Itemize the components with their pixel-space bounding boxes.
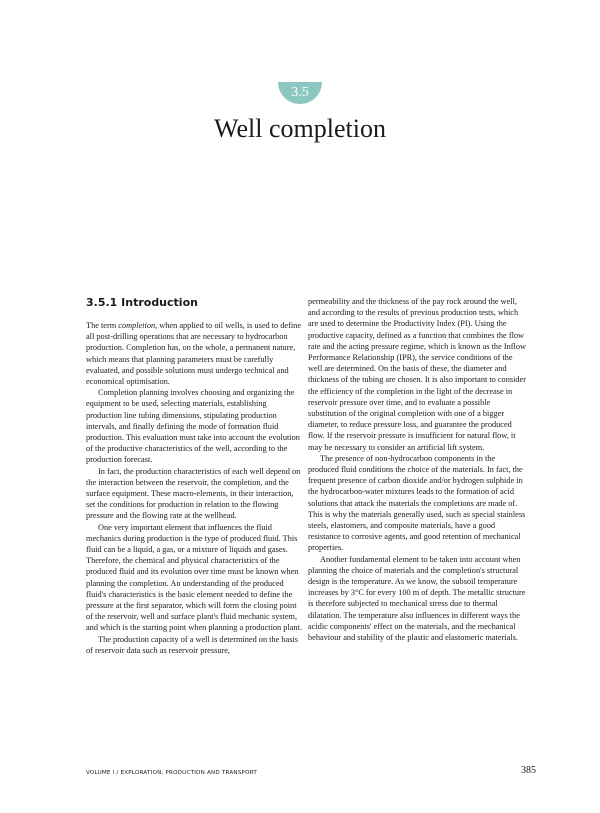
- page-number: 385: [521, 765, 536, 776]
- paragraph-2: Completion planning involves choosing and organizing the equipment to be used, selecting materials, establishing production line tubing dimensions, stipulating production intervals, and finally defining the mode of formation fluid production. This evaluation must take into account the evolution of the productive characteristics of the well, according to the production forecast.: [86, 388, 300, 465]
- paragraph-5: The production capacity of a well is determined on the basis of reservoir data such as reservoir pressure,: [86, 634, 298, 655]
- paragraph-4: One very important element that influences the fluid mechanics during production is the type of produced fluid. This fluid can be a liquid, a gas, or a mixture of liquids and gases. Therefore, the chemical and physical characteristics of the produced fluid and its evolution over time must be known when planning the completion. An understanding of the produced fluid's characteristics is the basic element needed to define the pressure at the first separator, which will form the closing point of the reservoir, well and surface plant's fluid mechanic system, and which is the starting point when planning a production plant.: [86, 522, 302, 633]
- paragraph-1: The term completion, when applied to oil wells, is used to define all post-drilling operations that are necessary to hydrocarbon production. Completion has, on the whole, a permanent nature, which means that planning parameters must be carefully evaluated, and possible solutions must undergo technical and economical optimisation.: [86, 321, 302, 387]
- paragraph-5-continued: permeability and the thickness of the pay rock around the well, and according to the results of previous production tests, which are used to determine the Productivity Index (PI). Using the productive capacity, defined as a function that combines the flow rate and the acting pressure regime, which is known as the Inflow Performance Relationship (IPR), the service conditions of the well are determined. On the basis of these, the diameter and thickness of the tubing are chosen. It is also important to consider the efficiency of the completion in the light of the decrease in reservoir pressure over time, and to evaluate a possible substitution of the original completion with one of a bigger diameter, to reduce pressure loss, and guarantee the produced flow. If the reservoir pressure is insufficient for natural flow, it may be necessary to consider an artificial lift system.: [308, 297, 526, 452]
- section-number-badge: 3.5: [278, 82, 322, 104]
- paragraph-3: In fact, the production characteristics of each well depend on the interaction between the reservoir, the completion, and the surface equipment. These macro-elements, in their interaction, set the conditions for production in relation to the flowing pressure and the flowing rate at the wellhead.: [86, 466, 301, 521]
- footer-volume-label: VOLUME I / EXPLORATION, PRODUCTION AND TRANSPORT: [86, 770, 258, 776]
- paragraph-6: The presence of non-hydrocarbon components in the produced fluid conditions the choice of the materials. In fact, the frequent presence of carbon dioxide and/or hydrogen sulphide in the hydrocarbon-water mixtures leads to the formation of acid solutions that attack the materials the completions are made of. This is why the materials generally used, such as special stainless steels, elastomers, and composite materials, have a good resistance to corrosive agents, and good retention of mechanical properties.: [308, 453, 526, 553]
- section-heading: 3.5.1 Introduction: [86, 296, 198, 309]
- right-column: [308, 296, 526, 643]
- term-completion: completion: [118, 321, 156, 330]
- left-column: [86, 296, 304, 656]
- page-title: Well completion: [214, 114, 386, 143]
- paragraph-7: Another fundamental element to be taken into account when planning the choice of materials and the completion's structural design is the temperature. As we know, the subsoil temperature increases by 3°C for every 100 m of depth. The metallic structure is therefore subjected to mechanical stress due to thermal dilatation. The temperature also influences in different ways the acidic components' effect on the materials, and the mechanical behaviour and stability of the plastic and elastomeric materials.: [308, 554, 526, 643]
